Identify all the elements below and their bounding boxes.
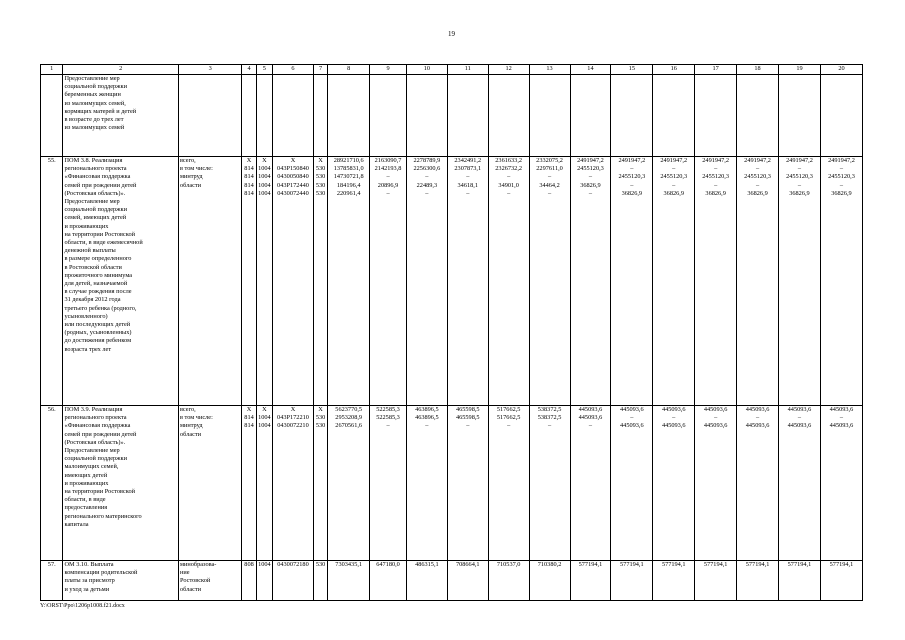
header-cell: 10	[406, 65, 447, 75]
value-line: 710537,0	[496, 561, 521, 568]
value-cell	[242, 406, 256, 561]
header-cell: 20	[820, 65, 862, 75]
executor-cell: всего, в том числе: минтруд области	[179, 157, 242, 406]
value-line: –	[755, 165, 760, 173]
value-line: 465598,5	[455, 414, 480, 422]
value-line: –	[466, 173, 470, 181]
value-line: 0430072440	[277, 189, 309, 197]
header-cell: 5	[256, 65, 272, 75]
value-line: 463896,5	[415, 414, 439, 422]
value-line: 0430072210	[277, 422, 309, 430]
value-line: 577194,1	[703, 561, 728, 568]
value-line: 577194,1	[661, 561, 686, 568]
value-line: 0430072180	[277, 561, 309, 568]
header-cell: 1	[41, 65, 63, 75]
value-cell	[695, 157, 737, 406]
row-name-cell: ПОМ 3.8. Реализация регионального проекта «Финансовая поддержка семей при рождении детей (Ростовская область)». Предоставление мер социальной поддержки семей, имеющих детей и проживающих на территории Ростовской области, в виде ежемесячной денежной выплаты в размере определенного в Ростовской области прожиточного минимума для детей, назначаемой в случае рождения после 31 декабря 2012 года третьего ребенка (родного, усыновленного) или последующих детей (родных, усыновленных) до достижения ребенком возраста трех лет	[63, 157, 179, 406]
value-line: –	[386, 189, 390, 197]
value-line: 808	[244, 561, 254, 568]
value-line: X	[246, 157, 252, 164]
header-cell: 19	[779, 65, 821, 75]
value-line: 445093,6	[620, 406, 644, 413]
value-line: 577194,1	[745, 561, 770, 568]
value-cell	[653, 157, 695, 406]
value-line: 34618,1	[457, 181, 478, 189]
value-cell	[313, 561, 327, 601]
header-cell: 15	[611, 65, 653, 75]
value-line: –	[466, 189, 470, 197]
value-line: 20896,9	[377, 181, 399, 189]
value-line: 445093,6	[578, 406, 603, 413]
value-cell	[406, 561, 447, 601]
value-line: –	[425, 422, 429, 430]
value-line: 2256300,6	[413, 165, 441, 173]
value-cell	[328, 561, 370, 601]
value-cell	[695, 406, 737, 561]
footer-file-path: Y:\ORST\Ppo\1206p1008.f21.docx	[40, 603, 125, 609]
value-line: 1004	[258, 165, 271, 173]
value-line: 1004	[258, 561, 271, 568]
value-line: 2491947,2	[660, 157, 688, 164]
value-line: 445093,6	[661, 422, 686, 430]
value-line: 710380,2	[537, 561, 562, 568]
value-line: 36826,9	[580, 181, 601, 189]
value-line: –	[714, 414, 718, 422]
value-line: –	[630, 414, 634, 422]
value-line: 814	[244, 165, 254, 173]
value-line: –	[507, 422, 511, 430]
value-cell	[488, 157, 529, 406]
value-line: 2491947,2	[702, 157, 730, 164]
row-number-cell: 55.	[41, 157, 63, 406]
value-line: X	[290, 157, 296, 164]
value-line: 445093,6	[829, 422, 854, 430]
table-row-57	[41, 561, 863, 601]
header-cell: 18	[737, 65, 779, 75]
executor-cell: всего, в том числе: минтруд области	[179, 406, 242, 561]
value-cell	[242, 561, 256, 601]
value-line: 36826,9	[705, 189, 726, 197]
value-cell	[370, 406, 407, 561]
value-cell	[695, 561, 737, 601]
value-line: 7303435,1	[335, 561, 363, 568]
value-cell	[406, 406, 447, 561]
value-line: 814	[244, 181, 254, 189]
header-cell: 8	[328, 65, 370, 75]
value-cell	[529, 157, 570, 406]
value-line: 2342491,2	[454, 157, 482, 164]
value-line: 2953208,9	[335, 414, 363, 422]
value-line: X	[262, 157, 267, 164]
value-line: 1004	[258, 422, 271, 430]
value-line: 2361633,2	[495, 157, 523, 164]
value-line: 2455120,3	[702, 173, 730, 181]
value-line: 34464,2	[539, 181, 560, 189]
value-line: 2491947,2	[577, 157, 604, 164]
value-line: 36826,9	[747, 189, 768, 197]
value-cell	[653, 561, 695, 601]
value-line: –	[466, 422, 470, 430]
value-line: 530	[315, 414, 326, 422]
value-cell	[737, 561, 779, 601]
value-cell	[820, 561, 862, 601]
value-line: 2491947,2	[786, 157, 813, 164]
value-line: 577194,1	[578, 561, 603, 568]
value-line: 2307873,1	[454, 165, 482, 173]
value-line: 517662,5	[496, 414, 521, 422]
value-line: –	[755, 414, 760, 422]
value-line: 708664,1	[455, 561, 480, 568]
value-line: 2455120,3	[828, 173, 855, 181]
value-cell	[820, 406, 862, 561]
value-line: 445093,6	[578, 414, 603, 422]
value-line: 465598,5	[455, 406, 480, 413]
value-line: –	[386, 422, 390, 430]
value-cell	[488, 406, 529, 561]
header-cell: 2	[63, 65, 179, 75]
value-line: 1004	[258, 181, 271, 189]
value-line: 2491947,2	[744, 157, 771, 164]
executor-cell: минобразова- ние Ростовской области	[179, 561, 242, 601]
header-cell: 16	[653, 65, 695, 75]
value-cell	[273, 157, 314, 406]
value-line: 530	[315, 181, 326, 189]
value-cell	[328, 406, 370, 561]
value-line: –	[547, 173, 552, 181]
value-line: 445093,6	[829, 406, 854, 413]
value-cell	[779, 157, 821, 406]
value-line: –	[797, 181, 802, 189]
value-line: –	[630, 181, 634, 189]
value-line: 647180,0	[376, 561, 400, 568]
value-line: 577194,1	[620, 561, 644, 568]
value-cell	[653, 406, 695, 561]
value-cell	[273, 406, 314, 561]
value-line: 1004	[258, 189, 271, 197]
value-line: –	[588, 189, 593, 197]
value-cell	[737, 406, 779, 561]
value-line: –	[588, 422, 593, 430]
value-line: –	[507, 189, 511, 197]
value-line: 0430050840	[277, 173, 309, 181]
value-line: X	[318, 157, 323, 164]
value-line: 043P150840	[277, 165, 309, 173]
header-row	[41, 65, 863, 75]
value-line: 14730721,8	[333, 173, 364, 181]
value-line: 2670561,6	[335, 422, 363, 430]
value-cell	[570, 406, 611, 561]
value-line: 445093,6	[703, 406, 728, 413]
value-cell	[447, 406, 488, 561]
value-line: X	[318, 406, 323, 413]
table-row-55	[41, 157, 863, 406]
value-line: 445093,6	[620, 422, 644, 430]
value-cell	[570, 561, 611, 601]
value-cell	[779, 561, 821, 601]
value-line: 538372,5	[537, 406, 562, 413]
value-line: 2142193,8	[374, 165, 402, 173]
value-line: 2491947,2	[618, 157, 646, 164]
value-line: 043P172440	[277, 181, 309, 189]
header-cell: 13	[529, 65, 570, 75]
header-cell: 9	[370, 65, 407, 75]
value-line: 5623770,5	[335, 406, 363, 413]
value-cell	[488, 561, 529, 601]
header-cell: 17	[695, 65, 737, 75]
value-line: –	[425, 189, 429, 197]
value-line: –	[386, 173, 390, 181]
value-line: 577194,1	[787, 561, 812, 568]
value-line: X	[246, 406, 252, 413]
value-line: X	[290, 406, 296, 413]
value-cell	[406, 157, 447, 406]
value-cell	[611, 561, 653, 601]
value-line: 2163090,7	[374, 157, 402, 164]
value-line: 530	[315, 165, 326, 173]
value-line: –	[425, 173, 429, 181]
value-line: 445093,6	[661, 406, 686, 413]
value-line: 445093,6	[787, 422, 812, 430]
value-cell	[529, 561, 570, 601]
value-line: 522585,3	[376, 406, 400, 413]
value-cell	[779, 406, 821, 561]
value-line: 2326732,2	[495, 165, 523, 173]
value-line: –	[839, 165, 844, 173]
row-name-cell: ПОМ 3.9. Реализация регионального проекта «Финансовая поддержка семей при рождении детей (Ростовская область)». Предоставление мер социальной поддержки малоимущих семей, имеющих детей и проживающих на территории Ростовской области, в виде предоставления регионального материнского капитала	[63, 406, 179, 561]
header-cell: 11	[447, 65, 488, 75]
value-line: –	[672, 414, 676, 422]
value-line: 22489,3	[416, 181, 438, 189]
value-cell	[313, 157, 327, 406]
header-cell: 4	[242, 65, 256, 75]
value-line: –	[588, 173, 593, 181]
row-number-cell: 56.	[41, 406, 63, 561]
value-line: 2455120,3	[786, 173, 813, 181]
value-line: 2491947,2	[828, 157, 855, 164]
row-name-cell: Предоставление мер социальной поддержки беременных женщин из малоимущих семей, кормящих матерей и детей в возрасте до трех лет из малоимущих семей	[63, 75, 179, 157]
value-line: 445093,6	[787, 406, 812, 413]
value-line: 36826,9	[789, 189, 810, 197]
value-line: –	[507, 173, 511, 181]
value-cell	[611, 406, 653, 561]
value-line: 1004	[258, 173, 271, 181]
value-line: 220961,4	[336, 189, 361, 197]
value-line: 463896,5	[415, 406, 439, 413]
value-line: 2455120,3	[618, 173, 646, 181]
value-line: 517662,5	[496, 406, 521, 413]
row-number-cell: 57.	[41, 561, 63, 601]
value-cell	[370, 561, 407, 601]
value-cell	[242, 157, 256, 406]
value-line: 36826,9	[621, 189, 643, 197]
value-cell	[328, 157, 370, 406]
value-line: –	[839, 414, 844, 422]
value-line: 530	[315, 189, 326, 197]
value-line: 184196,4	[336, 181, 361, 189]
value-cell	[313, 406, 327, 561]
value-line: 13785831,0	[333, 165, 364, 173]
value-line: –	[839, 181, 844, 189]
value-line: 2455120,3	[744, 173, 771, 181]
value-line: 36826,9	[663, 189, 684, 197]
value-line: 34901,0	[498, 181, 519, 189]
header-cell: 14	[570, 65, 611, 75]
value-line: 445093,6	[745, 406, 770, 413]
value-line: –	[630, 165, 634, 173]
row-number-cell	[41, 75, 63, 157]
budget-table	[40, 64, 863, 601]
value-line: 2455120,3	[577, 165, 604, 173]
value-line: –	[672, 181, 676, 189]
value-line: 530	[315, 422, 326, 430]
value-line: –	[797, 414, 802, 422]
header-cell: 12	[488, 65, 529, 75]
value-cell	[447, 157, 488, 406]
header-cell: 6	[273, 65, 314, 75]
value-cell	[447, 561, 488, 601]
value-line: 577194,1	[829, 561, 854, 568]
value-line: 1004	[258, 414, 271, 422]
value-line: 814	[244, 422, 254, 430]
value-line: 814	[244, 173, 254, 181]
value-line: –	[714, 181, 718, 189]
table-row-56	[41, 406, 863, 561]
value-cell	[820, 157, 862, 406]
value-line: 2332075,2	[536, 157, 563, 164]
page-number: 19	[448, 30, 455, 38]
value-line: –	[755, 181, 760, 189]
value-line: 530	[315, 561, 326, 568]
value-line: 530	[315, 173, 326, 181]
value-line: 486315,1	[415, 561, 439, 568]
value-cell	[256, 561, 272, 601]
value-line: –	[714, 165, 718, 173]
value-line: 2455120,3	[660, 173, 688, 181]
value-line: 36826,9	[831, 189, 852, 197]
value-line: 445093,6	[703, 422, 728, 430]
row-name-cell: ОМ 3.10. Выплата компенсации родительской платы за присмотр и уход за детьми	[63, 561, 179, 601]
value-line: 28921710,6	[333, 157, 364, 164]
value-line: 522585,3	[376, 414, 400, 422]
value-line: 2278789,9	[413, 157, 441, 164]
continuation-row	[41, 75, 863, 157]
value-cell	[370, 157, 407, 406]
value-line: 445093,6	[745, 422, 770, 430]
value-cell	[570, 157, 611, 406]
value-cell	[611, 157, 653, 406]
value-cell	[737, 157, 779, 406]
value-line: 538372,5	[537, 414, 562, 422]
value-line: 2297611,0	[536, 165, 563, 173]
value-line: –	[547, 422, 552, 430]
value-line: 814	[244, 414, 254, 422]
value-cell	[256, 157, 272, 406]
value-line: 814	[244, 189, 254, 197]
value-line: –	[797, 165, 802, 173]
value-line: –	[672, 165, 676, 173]
value-line: 043P172210	[277, 414, 309, 422]
header-cell: 3	[179, 65, 242, 75]
value-cell	[256, 406, 272, 561]
header-cell: 7	[313, 65, 327, 75]
value-cell	[273, 561, 314, 601]
value-line: X	[262, 406, 267, 413]
value-cell	[529, 406, 570, 561]
value-line: –	[547, 189, 552, 197]
